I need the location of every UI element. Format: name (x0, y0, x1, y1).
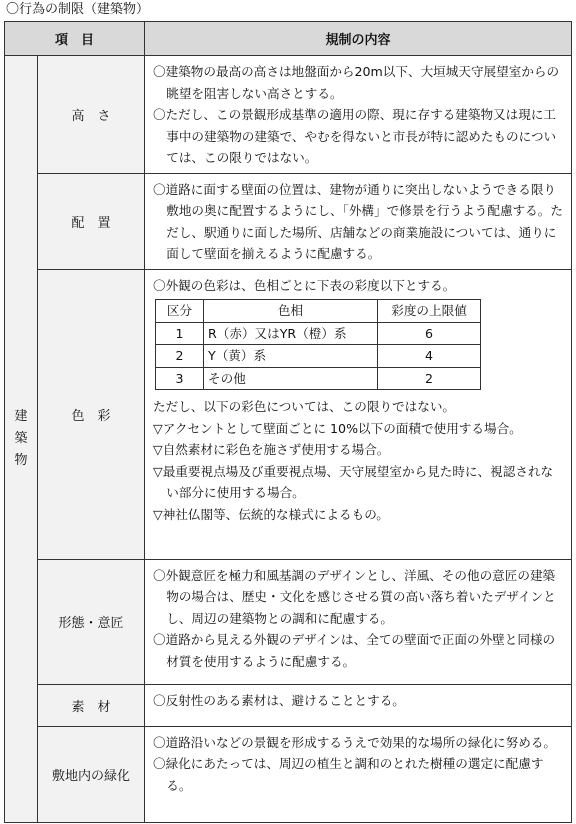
content-paragraph: 〇外観意匠を極力和風基調のデザインとし、洋風、その他の意匠の建築物の場合は、歴史・文化を感じさせる質の高い落ち着いたデザインとし、周辺の建築物との調和に配慮する。 (153, 567, 556, 626)
content-cell (145, 726, 572, 822)
header-content: 規制の内容 (145, 22, 572, 56)
item-label: 素 材 (38, 684, 145, 726)
hue-cell: その他 (204, 367, 378, 390)
hue-table (155, 299, 481, 390)
hue-header-cell: 区分 (156, 300, 204, 323)
hue-cell: 3 (156, 367, 204, 390)
regulation-table (4, 21, 572, 823)
hue-cell: 2 (156, 345, 204, 368)
content-cell (145, 56, 572, 174)
hue-table-row (156, 367, 481, 390)
hue-cell: 2 (378, 367, 481, 390)
table-header-row (5, 22, 572, 56)
hue-header-cell: 色相 (204, 300, 378, 323)
header-item: 項 目 (5, 22, 145, 56)
content-cell (145, 559, 572, 684)
hue-cell: R（赤）又はYR（橙）系 (204, 322, 378, 345)
content-paragraph: 〇緑化にあたっては、周辺の植生と調和のとれた樹種の選定に配慮する。 (153, 756, 544, 793)
category-cell (5, 56, 38, 823)
item-label: 配 置 (38, 173, 145, 269)
row-form-design (5, 559, 572, 684)
row-placement (5, 173, 572, 269)
exception-item: ▽アクセントとして壁面ごとに 10%以下の面積で使用する場合。 (153, 420, 522, 436)
content-cell (145, 173, 572, 269)
content-paragraph: 〇道路に面する壁面の位置は、建物が通りに突出しないようできる限り敷地の奥に配置するようにし、「外構」で修景を行うよう配慮する。ただし、駅通りに面した場所、店舗などの商業施設については、通りに面して壁面を揃えるように配慮する。 (153, 181, 563, 261)
exception-item: ▽神社仏閣等、伝統的な様式によるもの。 (153, 506, 389, 522)
item-label: 色 彩 (38, 269, 145, 559)
hue-cell: Y（黄）系 (204, 345, 378, 368)
content-cell (145, 269, 572, 559)
content-paragraph: 〇ただし、この景観形成基準の適用の際、現に存する建築物又は現に工事中の建築物の建築で、やむを得ないと市長が特に認めたものについては、この限りではない。 (153, 107, 557, 165)
row-color (5, 269, 572, 559)
content-paragraph: 〇道路沿いなどの景観を形成するうえで効果的な場所の緑化に努める。 (153, 734, 557, 750)
hue-header-cell: 彩度の上限値 (378, 300, 481, 323)
row-material (5, 684, 572, 726)
content-cell (145, 684, 572, 726)
item-label: 形態・意匠 (38, 559, 145, 684)
hue-table-header (156, 300, 481, 323)
hue-cell: 1 (156, 322, 204, 345)
row-height (5, 56, 572, 174)
content-paragraph: ただし、以下の彩色については、この限りではない。 (153, 399, 456, 414)
row-greening (5, 726, 572, 822)
exception-item: ▽最重要視点場及び重要視点場、天守展望室から見た時に、視認されない部分に使用する場合。 (153, 463, 554, 500)
content-paragraph: 〇反射性のある素材は、避けることとする。 (153, 692, 405, 708)
hue-table-row (156, 345, 481, 368)
category-label: 建築物 (14, 408, 28, 468)
hue-table-row (156, 322, 481, 345)
hue-cell: 4 (378, 345, 481, 368)
content-paragraph: 〇建築物の最高の高さは地盤面から20m以下、大垣城天守展望室からの眺望を阻害しない高さとする。 (153, 64, 560, 101)
item-label: 高 さ (38, 56, 145, 174)
hue-cell: 6 (378, 322, 481, 345)
content-paragraph: 〇道路から見える外観のデザインは、全ての壁面で正面の外壁と同様の材質を使用するように配慮する。 (153, 632, 556, 669)
content-paragraph: 〇外観の色彩は、色相ごとに下表の彩度以下とする。 (153, 277, 456, 293)
item-label: 敷地内の緑化 (38, 726, 145, 822)
exception-item: ▽自然素材に彩色を施さず使用する場合。 (153, 442, 390, 457)
page-title: 〇行為の制限（建築物） (6, 2, 150, 17)
